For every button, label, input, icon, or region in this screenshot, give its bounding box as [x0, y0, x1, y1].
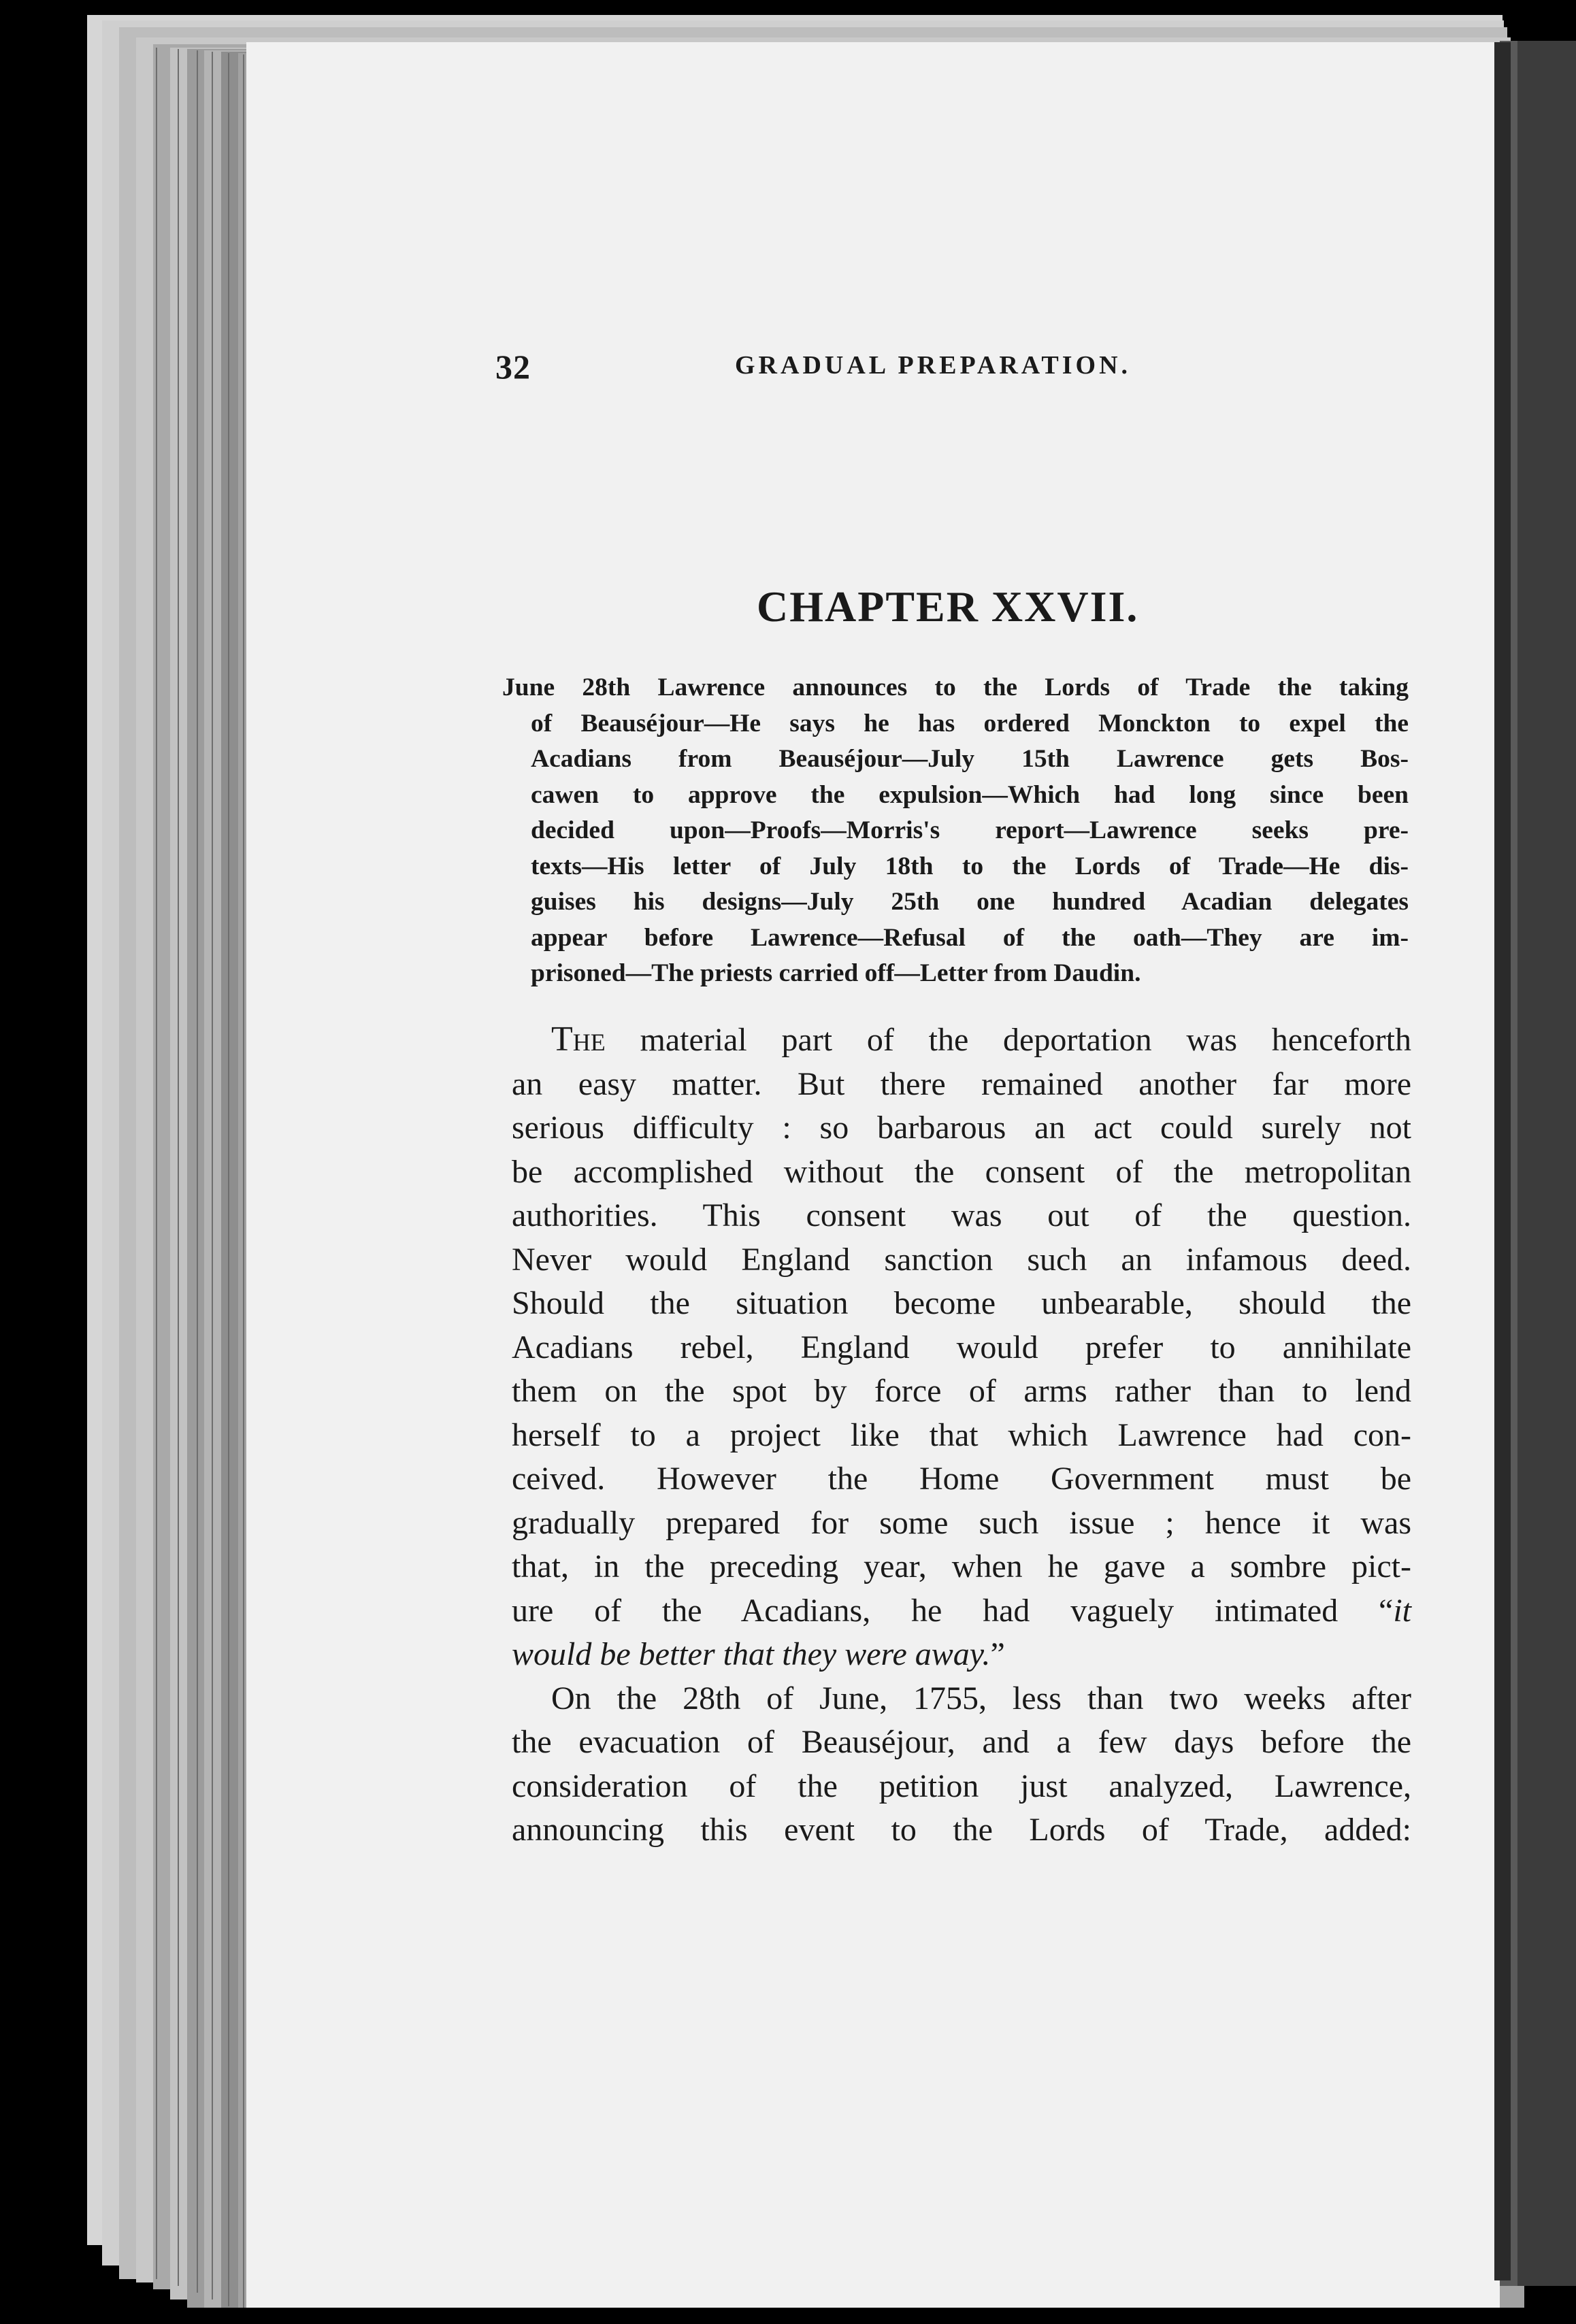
body-text [512, 1018, 1411, 1853]
body-line: ceived. However the Home Government must be [512, 1461, 1411, 1497]
body-line: announcing this event to the Lords of Trade, added: [512, 1812, 1411, 1848]
quote-intro: ure of the Acadians, he had vaguely intimated “ [512, 1592, 1394, 1629]
running-head: GRADUAL PREPARATION. [735, 351, 1132, 380]
synopsis-line: texts—His letter of July 18th to the Lords of Trade—He dis- [531, 852, 1409, 880]
synopsis-line: appear before Lawrence—Refusal of the oath—They are im- [531, 923, 1409, 952]
first-line-rest: material part of the deportation was henceforth [605, 1022, 1411, 1058]
synopsis-line: of Beauséjour—He says he has ordered Monckton to expel the [531, 709, 1409, 737]
paragraph-first-line [512, 1018, 1411, 1063]
body-line [512, 1633, 1411, 1677]
body-line: consideration of the petition just analyzed, Lawrence, [512, 1767, 1411, 1804]
body-line: gradually prepared for some such issue ; hence it was [512, 1504, 1411, 1541]
body-line: that, in the preceding year, when he gave a sombre pict- [512, 1548, 1411, 1584]
quote-start: it [1393, 1592, 1411, 1629]
synopsis-line: Acadians from Beauséjour—July 15th Lawrence gets Bos- [531, 745, 1409, 773]
body-line: Never would England sanction such an infamous deed. [512, 1241, 1411, 1278]
synopsis-line: prisoned—The priests carried off—Letter from Daudin. [531, 959, 1141, 987]
chapter-synopsis [502, 670, 1409, 992]
drop-word: The [551, 1020, 606, 1059]
body-line: herself to a project like that which Lawrence had con- [512, 1416, 1411, 1453]
synopsis-line: guises his designs—July 25th one hundred Acadian delegates [531, 888, 1409, 916]
synopsis-line: decided upon—Proofs—Morris's report—Lawrence seeks pre- [531, 816, 1409, 844]
body-line: them on the spot by force of arms rather than to lend [512, 1373, 1411, 1409]
quote-text: would be better that they were away. [512, 1636, 991, 1672]
body-line: an easy matter. But there remained another far more [512, 1065, 1411, 1102]
body-line: Acadians rebel, England would prefer to annihilate [512, 1329, 1411, 1365]
body-line [512, 1589, 1411, 1633]
body-line: authorities. This consent was out of the question. [512, 1197, 1411, 1233]
quote-close: ” [990, 1636, 1005, 1672]
body-line: serious difficulty : so barbarous an act could surely not [512, 1110, 1411, 1146]
body-line: the evacuation of Beauséjour, and a few days before the [512, 1724, 1411, 1760]
synopsis-line: June 28th Lawrence announces to the Lords of Trade the taking [502, 674, 1409, 701]
page-number: 32 [495, 348, 531, 386]
synopsis-line: cawen to approve the expulsion—Which had long since been [531, 780, 1409, 809]
body-line: be accomplished without the consent of the metropolitan [512, 1153, 1411, 1190]
chapter-title: CHAPTER XXVII. [757, 582, 1139, 631]
paragraph-first-line: On the 28th of June, 1755, less than two weeks after [551, 1680, 1411, 1716]
body-line: Should the situation become unbearable, should the [512, 1285, 1411, 1321]
